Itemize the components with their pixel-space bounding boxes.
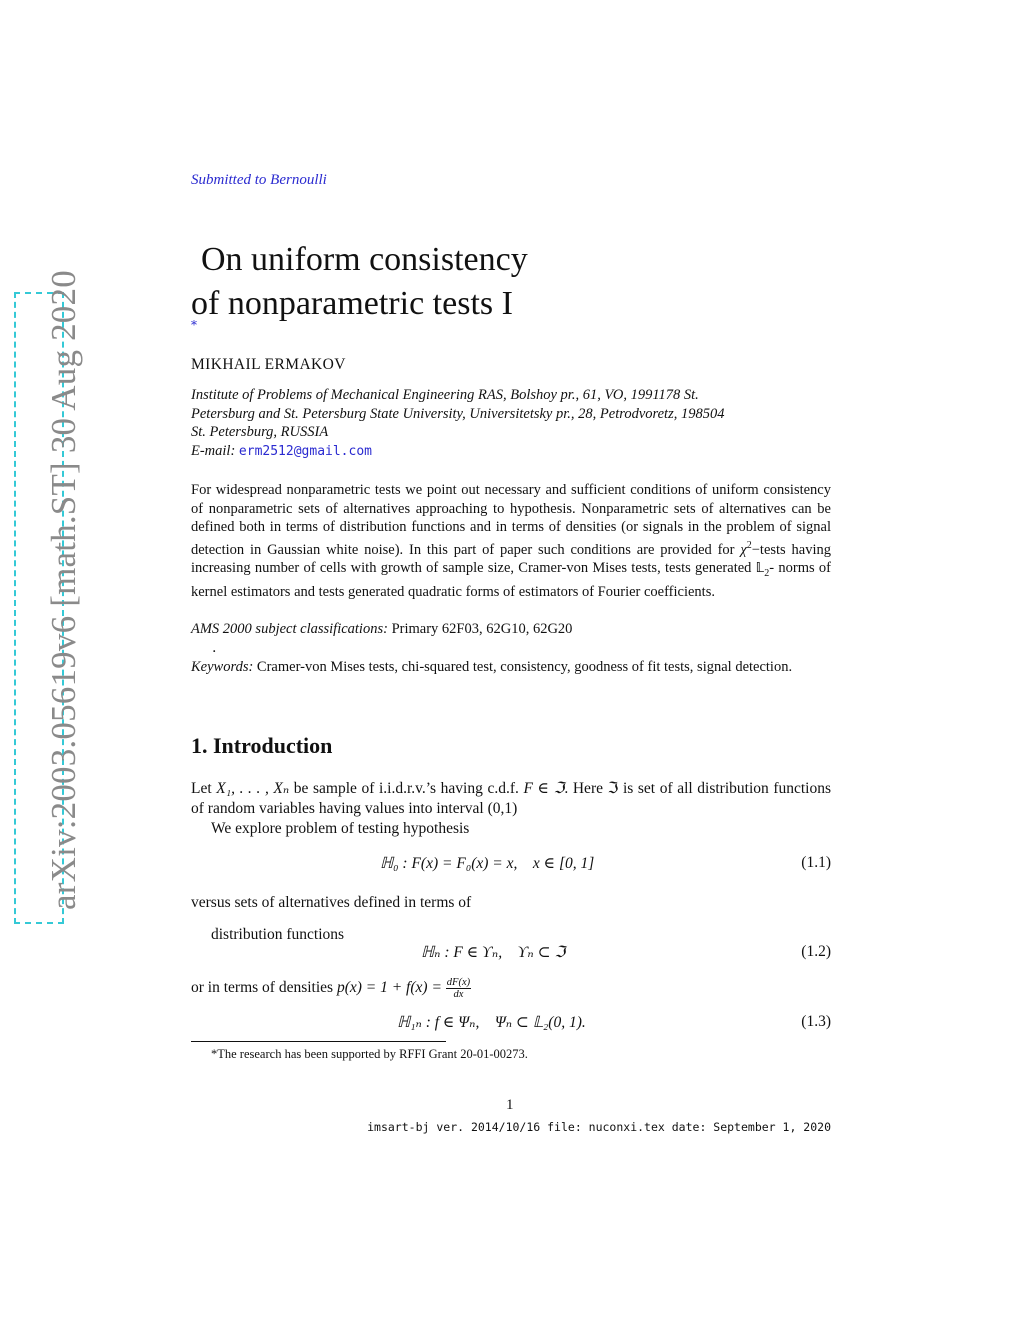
math-density: p(x) = 1 + f(x) =	[336, 979, 446, 997]
equation-number-1-1: (1.1)	[801, 854, 831, 871]
p1-text-b: be sample of i.i.d.r.v.’s having c.d.f.	[289, 780, 524, 797]
author-name: MIKHAIL ERMAKOV	[191, 356, 346, 373]
density-fraction	[446, 977, 471, 1000]
footnote-rule	[191, 1041, 446, 1042]
fraction-denominator: dx	[453, 989, 464, 1000]
page-number: 1	[506, 1097, 514, 1113]
email-label: E-mail:	[191, 442, 236, 459]
ams-value: Primary 62F03, 62G10, 62G20	[391, 621, 573, 637]
title-line-2: of nonparametric tests I	[191, 285, 513, 322]
arxiv-identifier[interactable]: arXiv:2003.05619v6 [math.ST] 30 Aug 2020	[44, 270, 83, 910]
bb-L-symbol: 𝕃	[755, 560, 765, 576]
footer-info: imsart-bj ver. 2014/10/16 file: nuconxi.tex date: September 1, 2020	[367, 1120, 831, 1134]
email-link[interactable]: erm2512@gmail.com	[238, 443, 372, 459]
equation-1-2: ℍₙ : F ∈ ϒₙ, ϒₙ ⊂ ℑ	[421, 944, 566, 961]
equation-1-3: ℍ₁ₙ : f ∈ Ψₙ, Ψₙ ⊂ 𝕃₂(0, 1).	[397, 1014, 586, 1031]
section-heading-introduction: 1. Introduction	[191, 733, 333, 758]
keywords-label: Keywords:	[191, 659, 254, 675]
equation-number-1-2: (1.2)	[801, 943, 831, 960]
p1-text-c: . Here ℑ is set of all distribution functions of random variables having values into interval (0,1)	[191, 780, 832, 817]
abstract-part-3: - norms of kernel estimators and tests generated quadratic forms of estimators of Fourier coefficients.	[191, 559, 831, 601]
journal-link[interactable]: Submitted to Bernoulli	[191, 172, 327, 188]
bb-L-subscript: 2	[764, 567, 770, 579]
equation-number-1-3: (1.3)	[801, 1013, 831, 1030]
p1-text-a: Let	[191, 780, 217, 797]
affiliation-line-2: Petersburg and St. Petersburg State University, Universitetsky pr., 28, Petrodvoretz, 198504	[191, 405, 725, 422]
affiliation-line-3: St. Petersburg, RUSSIA	[191, 424, 329, 440]
abstract	[191, 481, 831, 602]
paper-title	[191, 238, 528, 326]
intro-paragraph-2: We explore problem of testing hypothesis	[211, 820, 470, 837]
footnote: *The research has been supported by RFFI Grant 20-01-00273.	[211, 1047, 528, 1061]
email-line	[191, 442, 831, 462]
separator-dot: .	[212, 640, 217, 656]
intro-paragraph-3: versus sets of alternatives defined in terms of	[191, 894, 472, 911]
keywords	[191, 658, 831, 677]
math-cdf: F ∈ ℑ	[523, 780, 565, 797]
chi-symbol: χ	[740, 541, 747, 558]
abstract-part-1: For widespread nonparametric tests we point out necessary and sufficient conditions of uniform consistency of nonparametric sets of alternatives approaching to hypothesis. Nonparametric sets of alternatives can be defined both in terms of distribution functions and in terms of densities (or signals in the problem of signal detection in Gaussian white noise). In this part of paper such conditions are provided for	[191, 482, 831, 558]
intro-paragraph-1	[191, 779, 831, 819]
ams-label: AMS 2000 subject classifications:	[191, 621, 388, 637]
fraction-numerator: dF(x)	[446, 977, 471, 988]
title-line-1: On uniform consistency	[201, 241, 528, 278]
intro-paragraph-4: distribution functions	[211, 926, 345, 943]
title-footnote-link[interactable]: *	[191, 318, 197, 332]
affiliation-line-1: Institute of Problems of Mechanical Engineering RAS, Bolshoy pr., 61, VO, 1991178 St.	[191, 387, 699, 403]
ams-classifications	[191, 621, 572, 638]
math-sample: X₁, . . . , Xₙ	[216, 780, 290, 797]
keywords-value: Cramer-von Mises tests, chi-squared test, consistency, goodness of fit tests, signal detection.	[256, 659, 793, 675]
chi-superscript: 2	[746, 539, 752, 551]
intro-paragraph-5	[191, 977, 471, 1000]
affiliation-block	[191, 386, 831, 461]
p5-text: or in terms of densities	[191, 979, 337, 997]
abstract-part-2: −tests having increasing number of cells with growth of sample size, Cramer-von Mises tests, tests generated	[191, 541, 831, 576]
equation-1-1: ℍ₀ : F(x) = F₀(x) = x, x ∈ [0, 1]	[380, 855, 595, 872]
